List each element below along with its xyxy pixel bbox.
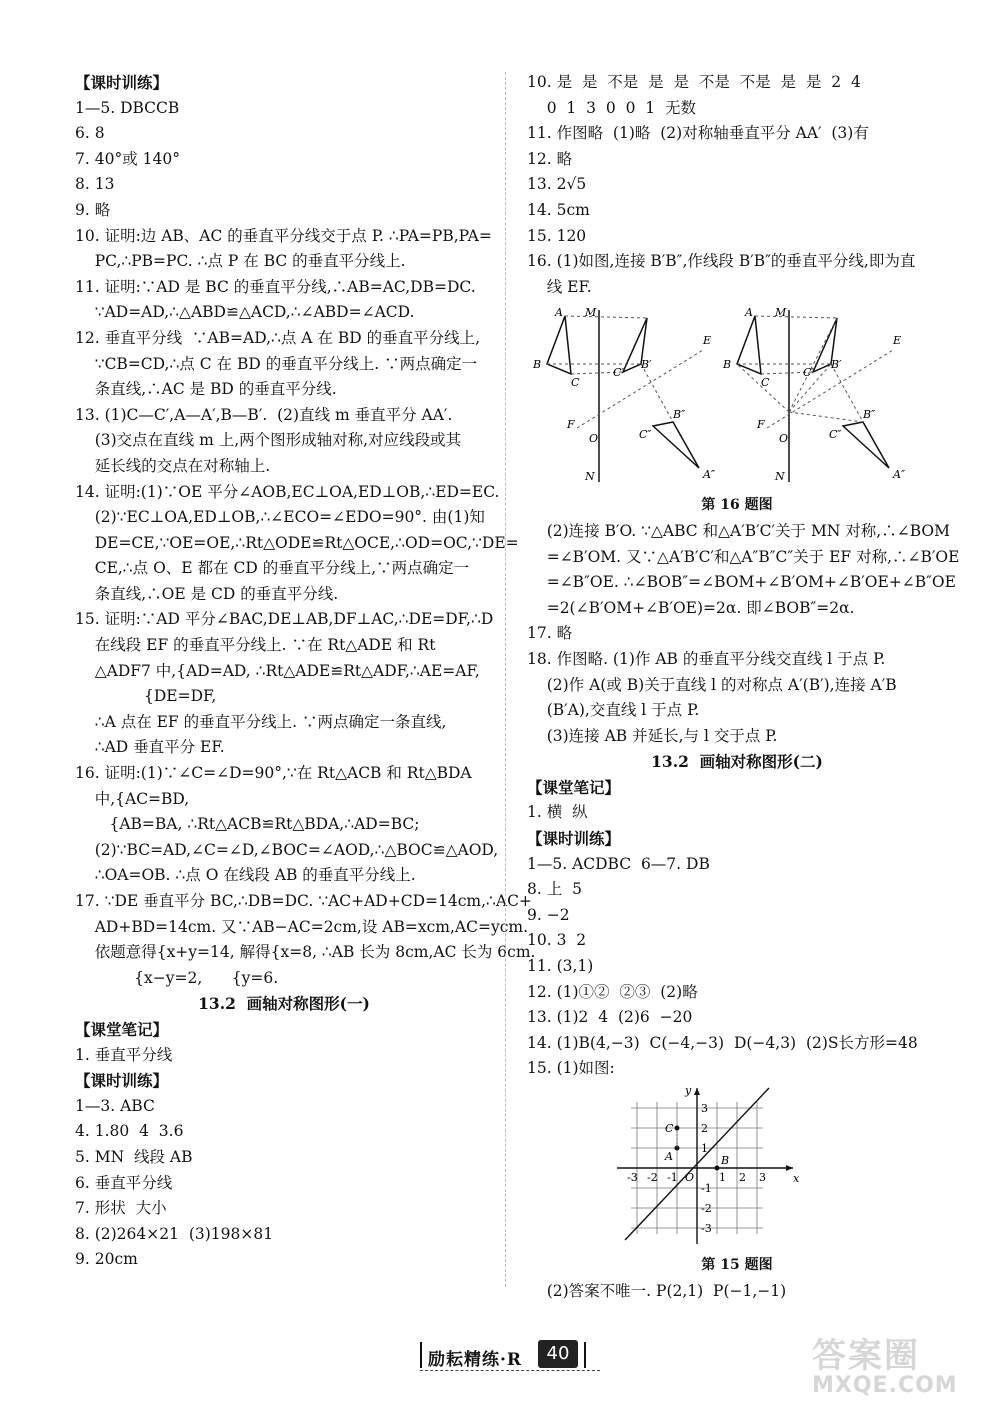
y-axis-label: y xyxy=(685,1086,692,1097)
x-tick-label: 2 xyxy=(739,1171,746,1184)
left-line: (2)∵EC⊥OA,ED⊥OB,∴∠ECO=∠EDO=90°. 由(1)知 xyxy=(75,508,485,527)
right-top-line: 13. 2√5 xyxy=(527,175,587,194)
right-mid-line: 14. (1)B(4,−3) C(−4,−3) D(−4,3) (2)S长方形=48 xyxy=(527,1033,918,1052)
left-line: (3)交点在直线 m 上,两个图形成轴对称,对应线段或其 xyxy=(75,431,462,450)
left-line: 1. 垂直平分线 xyxy=(75,1045,173,1064)
figure-16-label: C xyxy=(761,376,770,390)
figure-16-label: E xyxy=(893,334,902,348)
point-a-label: A xyxy=(665,1150,673,1163)
point-c-label: C xyxy=(665,1122,674,1135)
figure-16-label: B′ xyxy=(831,358,842,372)
figure-16-label: N xyxy=(585,470,595,484)
right-mid-line: 15. (1)如图: xyxy=(527,1059,615,1078)
left-line: 10. 证明:边 AB、AC 的垂直平分线交于点 P. ∴PA=PB,PA= xyxy=(75,226,492,245)
right-mid-line: 13. (1)2 4 (2)6 −20 xyxy=(527,1008,693,1027)
origin-label: O xyxy=(685,1171,695,1184)
triangle-abc xyxy=(547,316,571,374)
left-line: {AB=BA, ∴Rt△ACB≌Rt△BDA,∴AD=BC; xyxy=(75,815,420,834)
y-tick-label: -2 xyxy=(701,1202,712,1215)
triangle-a2b2c2 xyxy=(843,422,889,468)
left-line: 中,{AC=BD, xyxy=(75,789,190,808)
figure-16-label: B xyxy=(533,358,542,372)
left-line: 13. (1)C—C′,A—A′,B—B′. (2)直线 m 垂直平分 AA′. xyxy=(75,405,453,424)
left-line: DE=CE,∵OE=OE,∴Rt△ODE≌Rt△OCE,∴OD=OC,∵DE= xyxy=(75,533,519,552)
right-mid-line: 1. 横 纵 xyxy=(527,803,588,822)
left-line: ∴OA=OB. ∴点 O 在线段 AB 的垂直平分线上. xyxy=(75,866,416,885)
left-line: ∴A 点在 EF 的垂直平分线上. ∵两点确定一条直线, xyxy=(75,712,447,731)
figure-16-diagram xyxy=(527,302,947,486)
right-mid-line: (B′A),交直线 l 于点 P. xyxy=(527,701,700,720)
left-line: 11. 证明:∵AD 是 BC 的垂直平分线,∴AB=AC,DB=DC. xyxy=(75,277,476,296)
left-line: 16. 证明:(1)∵∠C=∠D=90°,∵在 Rt△ACB 和 Rt△BDA xyxy=(75,764,472,783)
figure-16-label: B″ xyxy=(863,408,876,422)
figure-16-panel-left xyxy=(532,306,716,483)
figure-16 xyxy=(527,302,947,515)
left-line: 在线段 EF 的垂直平分线上. ∵在 Rt△ADE 和 Rt xyxy=(75,636,436,655)
y-tick-label: -3 xyxy=(701,1222,712,1235)
left-line: 1—5. DBCCB xyxy=(75,98,180,117)
x-tick-label: -2 xyxy=(647,1171,658,1184)
right-top-line: 11. 作图略 (1)略 (2)对称轴垂直平分 AA′ (3)有 xyxy=(527,124,869,143)
dashed-aa1 xyxy=(565,316,647,318)
y-tick-label: 3 xyxy=(701,1102,708,1115)
right-mid-line: (2)作 A(或 B)关于直线 l 的对称点 A′(B′),连接 A′B xyxy=(527,675,897,694)
figure-16-label: F xyxy=(567,418,575,432)
right-mid-line: 【课时训练】 xyxy=(527,829,621,849)
figure-16-label: B′ xyxy=(641,358,652,372)
figure-16-label: B″ xyxy=(673,408,686,422)
left-line: 条直线,∴OE 是 CD 的垂直平分线. xyxy=(75,584,339,603)
left-line: 条直线,∴AC 是 BD 的垂直平分线. xyxy=(75,380,337,399)
left-line: 【课时训练】 xyxy=(75,73,169,92)
right-mid-line: 9. −2 xyxy=(527,905,570,924)
right-mid-line: 13.2 画轴对称图形(二) xyxy=(651,752,823,772)
y-tick-label: 1 xyxy=(701,1142,708,1155)
point-b xyxy=(715,1166,720,1171)
left-line: 17. ∵DE 垂直平分 BC,∴DB=DC. ∵AC+AD+CD=14cm,∴AC+ xyxy=(75,892,532,910)
column-divider xyxy=(505,72,506,1287)
right-mid-line: 11. (3,1) xyxy=(527,957,594,976)
left-line: ∵AD=AD,∴△ABD≌△ACD,∴∠ABD=∠ACD. xyxy=(75,303,415,322)
left-line: 【课堂笔记】 xyxy=(75,1019,169,1039)
x-axis-arrow xyxy=(786,1165,793,1171)
left-line: 8. (2)264×21 (3)198×81 xyxy=(75,1224,274,1243)
left-line: 1—3. ABC xyxy=(75,1096,155,1115)
watermark xyxy=(812,1328,958,1398)
left-line: AD+BD=14cm. 又∵AB−AC=2cm,设 AB=xcm,AC=ycm. xyxy=(75,917,529,936)
page-number: 40 xyxy=(538,1340,578,1368)
right-mid-line: =2(∠B′OM+∠B′OE)=2α. 即∠BOB″=2α. xyxy=(527,598,855,617)
right-mid-line: 17. 略 xyxy=(527,624,573,643)
left-line: (2)∵BC=AD,∠C=∠D,∠BOC=∠AOD,∴△BOC≌△AOD, xyxy=(75,840,499,859)
right-top-line: 线 EF. xyxy=(527,277,592,296)
figure-16-caption: 第 16 题图 xyxy=(701,496,773,513)
figure-15-caption: 第 15 题图 xyxy=(701,1256,773,1273)
x-axis-label: x xyxy=(793,1172,800,1185)
left-line: 14. 证明:(1)∵OE 平分∠AOB,EC⊥OA,ED⊥OB,∴ED=EC. xyxy=(75,482,500,501)
right-top-line: 10. 是 是 不是 是 是 不是 不是 是 是 2 4 xyxy=(527,73,861,91)
right-top-line: 12. 略 xyxy=(527,149,573,168)
figure-16-label: B xyxy=(723,358,732,372)
right-mid-line: 10. 3 2 xyxy=(527,931,587,950)
left-line: {x−y=2, {y=6. xyxy=(75,968,279,987)
right-mid-line: 【课堂笔记】 xyxy=(527,777,621,797)
figure-16-label: O xyxy=(589,432,599,446)
footer-brand: 励耘精练·R xyxy=(428,1350,523,1370)
y-tick-label: 2 xyxy=(701,1122,708,1135)
right-column xyxy=(527,70,960,1304)
left-line: 8. 13 xyxy=(75,175,115,194)
left-line: 12. 垂直平分线 ∵AB=AD,∴点 A 在 BD 的垂直平分线上, xyxy=(75,328,481,347)
right-mid-line: =∠B′OM. 又∵△A′B′C′和△A″B″C″关于 EF 对称,∴∠B′OE xyxy=(527,547,960,566)
x-tick-label: -3 xyxy=(627,1171,638,1184)
left-line: 7. 40°或 140° xyxy=(75,149,180,168)
dashed-aa1 xyxy=(755,316,837,318)
left-line: 延长线的交点在对称轴上. xyxy=(75,456,271,475)
figure-16-label: O xyxy=(779,432,789,446)
figure-16-label: A″ xyxy=(703,468,716,482)
figure-16-label: C″ xyxy=(829,428,842,442)
figure-16-label: C″ xyxy=(639,428,652,442)
y-axis-arrow xyxy=(694,1088,700,1095)
right-mid-line: (3)连接 AB 并延长,与 l 交于点 P. xyxy=(527,726,778,745)
right-top-line: 16. (1)如图,连接 B′B″,作线段 B′B″的垂直平分线,即为直 xyxy=(527,252,916,271)
right-mid-answers xyxy=(527,519,960,1082)
right-top-line: 0 1 3 0 0 1 无数 xyxy=(527,98,697,117)
right-mid-line: 12. (1)①② ②③ (2)略 xyxy=(527,982,698,1001)
x-tick-label: -1 xyxy=(667,1171,678,1184)
figure-16-label: A xyxy=(745,306,753,320)
right-top-answers xyxy=(527,70,947,300)
right-mid-line: 1—5. ACDBC 6—7. DB xyxy=(527,854,710,873)
left-column xyxy=(75,70,536,1273)
right-mid-line: =∠B″OE. ∴∠BOB″=∠BOM+∠B′OM+∠B′OE+∠B″OE xyxy=(527,573,956,592)
left-line: 依题意得{x+y=14, 解得{x=8, ∴AB 长为 8cm,AC 长为 6cm. xyxy=(75,943,536,962)
figure-16-label: E xyxy=(703,334,712,348)
footer-bar-right xyxy=(584,1342,586,1368)
left-line: ∵CB=CD,∴点 C 在 BD 的垂直平分线上. ∵两点确定一 xyxy=(75,354,478,373)
left-line: 13.2 画轴对称图形(一) xyxy=(198,994,370,1014)
right-top-line: 14. 5cm xyxy=(527,200,590,219)
left-line: ∴AD 垂直平分 EF. xyxy=(75,738,225,757)
right-mid-line: 8. 上 5 xyxy=(527,880,582,899)
right-bottom-answers xyxy=(527,1279,947,1305)
left-line: 9. 20cm xyxy=(75,1250,138,1269)
right-bottom-line: (2)答案不唯一. P(2,1) P(−1,−1) xyxy=(527,1281,787,1300)
left-line: 【课时训练】 xyxy=(75,1071,169,1091)
y-tick-label: -1 xyxy=(701,1182,712,1195)
left-line: 6. 8 xyxy=(75,124,105,143)
figure-16-label: C′ xyxy=(613,366,624,380)
figure-16-label: C xyxy=(571,376,580,390)
left-line: 5. MN 线段 AB xyxy=(75,1147,193,1166)
left-line: 9. 略 xyxy=(75,200,111,219)
right-top-line: 15. 120 xyxy=(527,226,587,245)
point-b-label: B xyxy=(721,1154,730,1167)
figure-16-label: M xyxy=(585,306,597,320)
figure-16-label: A″ xyxy=(893,468,906,482)
figure-16-label: M xyxy=(775,306,787,320)
dashed-b1b2 xyxy=(831,364,863,422)
left-line: PC,∴PB=PC. ∴点 P 在 BC 的垂直平分线上. xyxy=(75,252,406,271)
triangle-abc xyxy=(737,316,761,374)
right-mid-line: (2)连接 B′O. ∵△ABC 和△A′B′C′关于 MN 对称,∴∠BOM xyxy=(527,521,950,540)
figure-15-coordinate-grid xyxy=(527,1086,947,1246)
figure-16-label: A xyxy=(555,306,563,320)
x-tick-label: 3 xyxy=(759,1171,766,1184)
left-line: 4. 1.80 4 3.6 xyxy=(75,1122,184,1141)
left-line: {DE=DF, xyxy=(75,687,217,706)
figure-15 xyxy=(527,1086,947,1275)
left-line: CE,∴点 O、E 都在 CD 的垂直平分线上,∵两点确定一 xyxy=(75,559,470,578)
figure-16-label: N xyxy=(775,470,785,484)
x-tick-label: 1 xyxy=(719,1171,726,1184)
footer-bar-left xyxy=(420,1342,422,1368)
left-line: 15. 证明:∵AD 平分∠BAC,DE⊥AB,DF⊥AC,∴DE=DF,∴D xyxy=(75,610,494,629)
triangle-a2b2c2 xyxy=(653,422,699,468)
figure-16-label: C′ xyxy=(803,366,814,380)
right-mid-line: 18. 作图略. (1)作 AB 的垂直平分线交直线 l 于点 P. xyxy=(527,649,886,668)
figure-16-label: F xyxy=(757,418,765,432)
figure-16-panel-right xyxy=(722,306,906,483)
left-line: 6. 垂直平分线 xyxy=(75,1173,173,1192)
footer-rule xyxy=(420,1370,600,1371)
watermark-line1: 答案圈 xyxy=(812,1336,920,1376)
watermark-line2: MXQE.COM xyxy=(812,1373,958,1398)
left-line: △ADF7 中,{AD=AD, ∴Rt△ADE≌Rt△ADF,∴AE=AF, xyxy=(75,661,480,680)
ray-ob2 xyxy=(789,412,863,422)
left-line: 7. 形状 大小 xyxy=(75,1199,167,1218)
dashed-b1b2 xyxy=(641,364,673,422)
